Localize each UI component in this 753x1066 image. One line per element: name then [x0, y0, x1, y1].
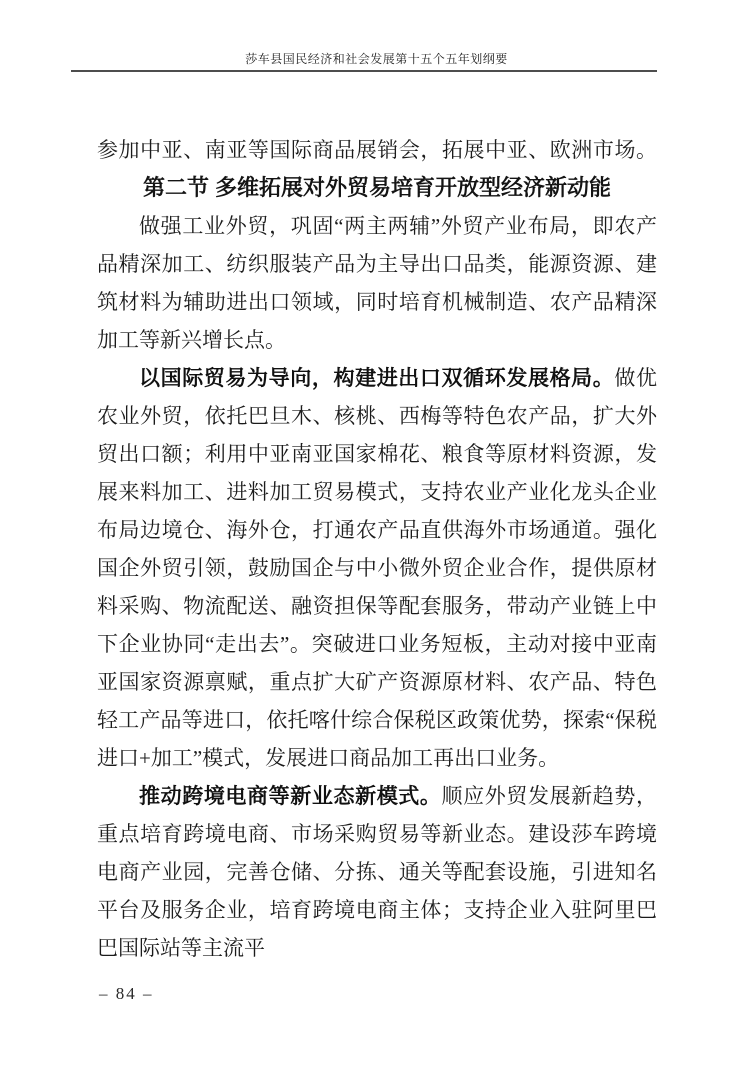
paragraph-text: 顺应外贸发展新趋势，重点培育跨境电商、市场采购贸易等新业态。建设莎车跨境电商产业园，完善仓储、分拣、通关等配套设施，引进知名平台及服务企业，培育跨境电商主体；支持企业入驻阿里巴巴国际站等主流平	[97, 784, 658, 960]
page-header-title: 莎车县国民经济和社会发展第十五个五年划纲要	[245, 52, 508, 66]
paragraph	[97, 207, 657, 359]
paragraph-lead: 以国际贸易为导向，构建进出口双循环发展格局。	[139, 366, 615, 390]
continuation-paragraph: 参加中亚、南亚等国际商品展销会，拓展中亚、欧洲市场。	[97, 138, 657, 162]
header-rule-divider	[71, 70, 657, 72]
paragraph-lead: 推动跨境电商等新业态新模式。	[139, 784, 442, 808]
document-body	[97, 131, 657, 967]
section-heading: 第二节 多维拓展对外贸易培育开放型经济新动能	[142, 175, 612, 200]
paragraph-text: 做优农业外贸，依托巴旦木、核桃、西梅等特色农产品，扩大外贸出口额；利用中亚南亚国家棉花、粮食等原材料资源，发展来料加工、进料加工贸易模式，支持农业产业化龙头企业布局边境仓、海外仓，打通农产品直供海外市场通道。强化国企外贸引领，鼓励国企与中小微外贸企业合作，提供原材料采购、物流配送、融资担保等配套服务，带动产业链上中下企业协同“走出去”。突破进口业务短板，主动对接中亚南亚国家资源禀赋，重点扩大矿产资源原材料、农产品、特色轻工产品等进口，依托喀什综合保税区政策优势，探索“保税进口+加工”模式，发展进口商品加工再出口业务。	[97, 366, 657, 770]
page-number: – 84 –	[99, 984, 154, 1003]
paragraph	[97, 777, 657, 967]
paragraph	[97, 359, 657, 777]
paragraph-text: 做强工业外贸，巩固“两主两辅”外贸产业布局，即农产品精深加工、纺织服装产品为主导出口品类，能源资源、建筑材料为辅助进出口领域，同时培育机械制造、农产品精深加工等新兴增长点。	[97, 214, 657, 352]
